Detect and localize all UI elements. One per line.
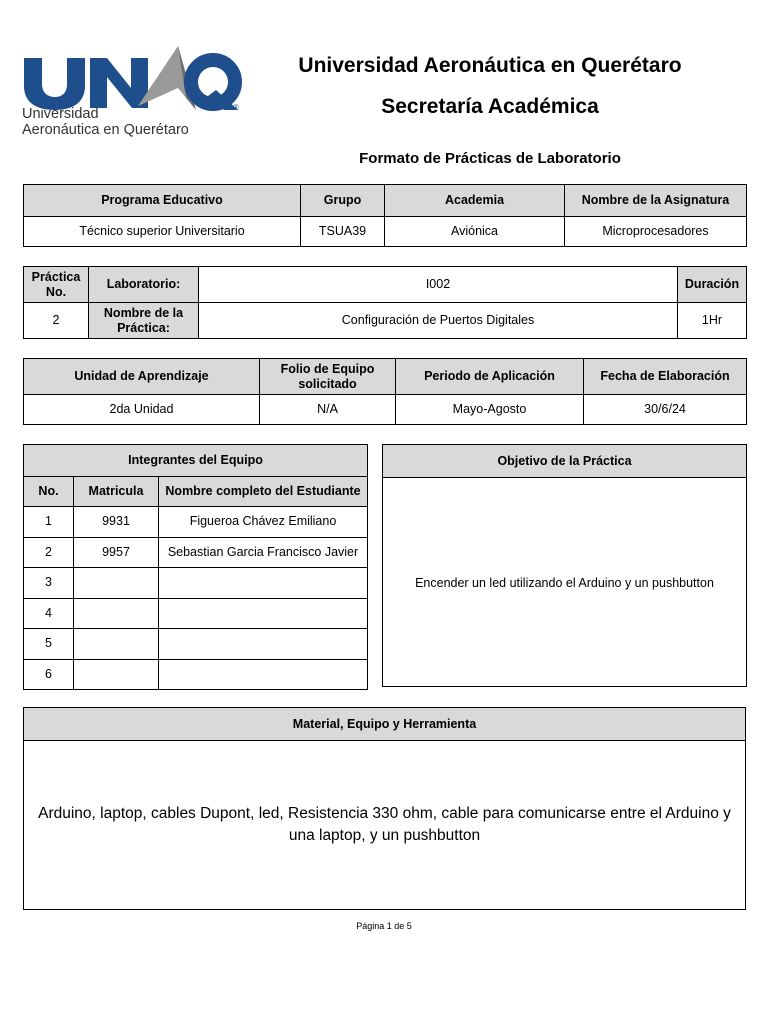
row-no: 6 <box>24 659 74 690</box>
row-matricula <box>74 598 159 629</box>
group-value: TSUA39 <box>301 217 385 247</box>
program-value: Técnico superior Universitario <box>24 217 301 247</box>
duration-value: 1Hr <box>678 303 747 339</box>
row-name <box>159 568 368 599</box>
practice-name-label: Nombre de la Práctica: <box>89 303 199 339</box>
duration-label: Duración <box>678 267 747 303</box>
unit-header: Unidad de Aprendizaje <box>24 359 260 395</box>
row-no: 3 <box>24 568 74 599</box>
logo-subtitle-line-1: Universidad <box>22 106 99 122</box>
col-no-header: No. <box>24 477 74 507</box>
date-header: Fecha de Elaboración <box>584 359 747 395</box>
practice-no-label: Práctica No. <box>24 267 89 303</box>
folio-header: Folio de Equipo solicitado <box>260 359 396 395</box>
table-row <box>24 568 368 599</box>
team-table <box>23 444 368 690</box>
objective-title: Objetivo de la Práctica <box>383 445 746 478</box>
subject-header: Nombre de la Asignatura <box>565 185 747 217</box>
date-value: 30/6/24 <box>584 395 747 425</box>
period-value: Mayo-Agosto <box>396 395 584 425</box>
table-row <box>24 659 368 690</box>
unit-value: 2da Unidad <box>24 395 260 425</box>
page-number: Página 1 de 5 <box>356 921 412 931</box>
col-matricula-header: Matricula <box>74 477 159 507</box>
row-name <box>159 659 368 690</box>
program-header: Programa Educativo <box>24 185 301 217</box>
row-no: 5 <box>24 629 74 660</box>
academy-value: Aviónica <box>385 217 565 247</box>
table-row <box>24 507 368 538</box>
department-title: Secretaría Académica <box>381 95 599 118</box>
group-header: Grupo <box>301 185 385 217</box>
folio-value: N/A <box>260 395 396 425</box>
row-name: Figueroa Chávez Emiliano <box>159 507 368 538</box>
svg-text:®: ® <box>233 103 239 112</box>
row-name <box>159 598 368 629</box>
lab-label: Laboratorio: <box>89 267 199 303</box>
row-matricula <box>74 629 159 660</box>
practice-name-value: Configuración de Puertos Digitales <box>199 303 678 339</box>
row-no: 2 <box>24 537 74 568</box>
row-name <box>159 629 368 660</box>
unaq-logo-mark <box>20 44 245 114</box>
team-title: Integrantes del Equipo <box>24 445 368 477</box>
practice-no-value: 2 <box>24 303 89 339</box>
row-matricula: 9957 <box>74 537 159 568</box>
row-matricula <box>74 659 159 690</box>
row-matricula: 9931 <box>74 507 159 538</box>
logo-subtitle-line-2: Aeronáutica en Querétaro <box>22 122 189 138</box>
objective-text: Encender un led utilizando el Arduino y un pushbutton <box>415 576 714 590</box>
subject-value: Microprocesadores <box>565 217 747 247</box>
material-text: Arduino, laptop, cables Dupont, led, Resistencia 330 ohm, cable para comunicarse entre el Arduino y una laptop, y un pushbutton <box>38 805 731 844</box>
table-row <box>24 629 368 660</box>
table-row <box>24 537 368 568</box>
row-no: 4 <box>24 598 74 629</box>
table-row <box>24 598 368 629</box>
unaq-logo <box>20 44 245 144</box>
row-matricula <box>74 568 159 599</box>
university-title: Universidad Aeronáutica en Querétaro <box>298 54 682 77</box>
objective-section <box>382 444 747 687</box>
row-name: Sebastian Garcia Francisco Javier <box>159 537 368 568</box>
academy-header: Academia <box>385 185 565 217</box>
format-title: Formato de Prácticas de Laboratorio <box>359 150 621 167</box>
program-table <box>23 184 747 247</box>
col-name-header: Nombre completo del Estudiante <box>159 477 368 507</box>
material-title: Material, Equipo y Herramienta <box>24 708 745 741</box>
practice-table <box>23 266 747 339</box>
lab-value: I002 <box>199 267 678 303</box>
period-header: Periodo de Aplicación <box>396 359 584 395</box>
unit-table <box>23 358 747 425</box>
material-section <box>23 707 746 910</box>
row-no: 1 <box>24 507 74 538</box>
